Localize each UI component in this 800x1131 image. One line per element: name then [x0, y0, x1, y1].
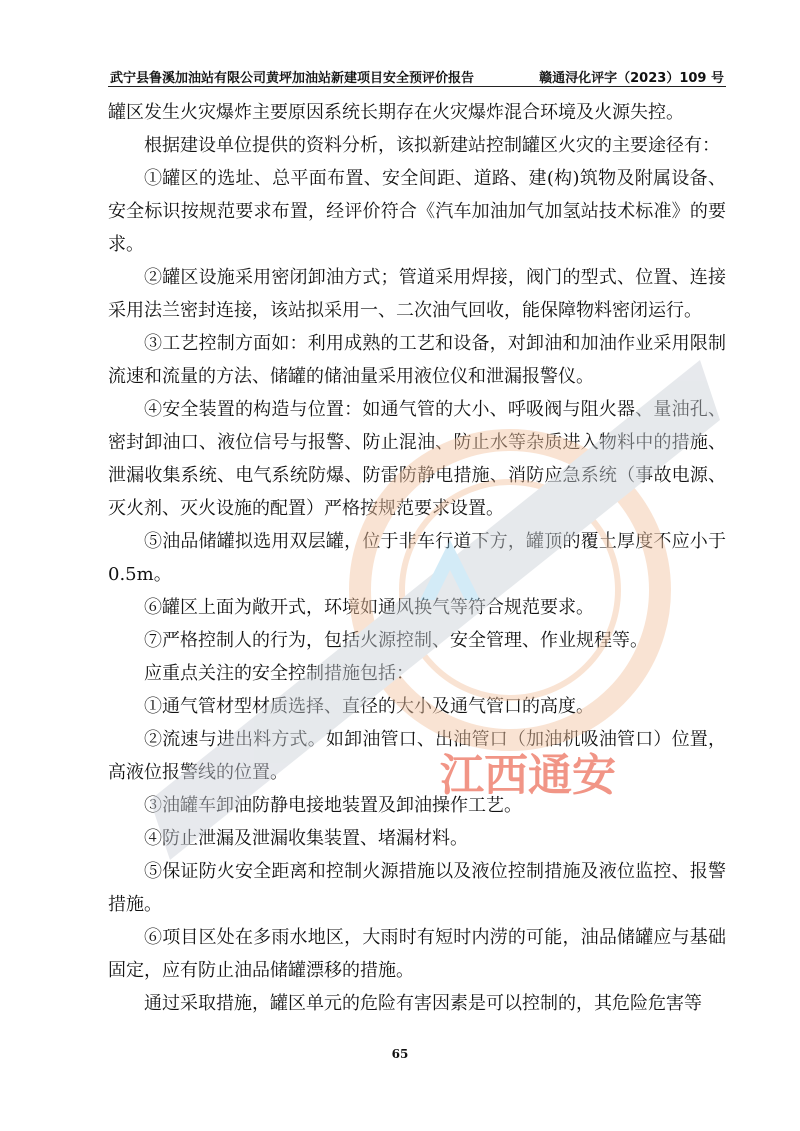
- body-paragraph: 通过采取措施，罐区单元的危险有害因素是可以控制的，其危险危害等: [144, 993, 702, 1014]
- body-paragraph: ①罐区的选址、总平面布置、安全间距、道路、建(构)筑物及附属设备、安全标识按规范要求布置，经评价符合《汽车加油加气加氢站技术标准》的要求。: [108, 168, 726, 255]
- body-paragraph: ②流速与进出料方式。如卸油管口、出油管口（加油机吸油管口）位置，高液位报警线的位置。: [108, 729, 726, 783]
- body-paragraph: 应重点关注的安全控制措施包括：: [144, 663, 414, 684]
- body-paragraph: ③工艺控制方面如：利用成熟的工艺和设备，对卸油和加油作业采用限制流速和流量的方法、储罐的储油量采用液位仪和泄漏报警仪。: [108, 333, 726, 387]
- body-paragraph: ④防止泄漏及泄漏收集装置、堵漏材料。: [144, 828, 468, 849]
- running-header: [108, 64, 726, 87]
- body-paragraph: ⑤保证防火安全距离和控制火源措施以及液位控制措施及液位监控、报警措施。: [108, 861, 726, 915]
- body-text: [108, 96, 726, 1020]
- header-report-title: 武宁县鲁溪加油站有限公司黄坪加油站新建项目安全预评价报告: [110, 71, 475, 86]
- header-document-number: 赣通浔化评字（2023）109 号: [539, 71, 724, 86]
- body-paragraph: ⑥罐区上面为敞开式，环境如通风换气等符合规范要求。: [144, 597, 594, 618]
- body-paragraph: ⑤油品储罐拟选用双层罐，位于非车行道下方，罐顶的覆土厚度不应小于 0.5m。: [108, 531, 726, 585]
- body-paragraph: ④安全装置的构造与位置：如通气管的大小、呼吸阀与阻火器、量油孔、密封卸油口、液位信号与报警、防止混油、防止水等杂质进入物料中的措施、泄漏收集系统、电气系统防爆、防雷防静电措施、消防应急系统（事故电源、灭火剂、灭火设施的配置）严格按规范要求设置。: [108, 399, 726, 519]
- body-paragraph: ⑥项目区处在多雨水地区，大雨时有短时内涝的可能，油品储罐应与基础固定，应有防止油品储罐漂移的措施。: [108, 927, 726, 981]
- body-paragraph: 根据建设单位提供的资料分析，该拟新建站控制罐区火灾的主要途径有：: [144, 135, 720, 156]
- body-paragraph: ③油罐车卸油防静电接地装置及卸油操作工艺。: [144, 795, 522, 816]
- body-paragraph: ⑦严格控制人的行为，包括火源控制、安全管理、作业规程等。: [144, 630, 648, 651]
- body-paragraph: 罐区发生火灾爆炸主要原因系统长期存在火灾爆炸混合环境及火源失控。: [108, 102, 684, 123]
- body-paragraph: ①通气管材型材质选择、直径的大小及通气管口的高度。: [144, 696, 594, 717]
- page-number: 65: [391, 1047, 409, 1061]
- body-paragraph: ②罐区设施采用密闭卸油方式；管道采用焊接，阀门的型式、位置、连接采用法兰密封连接，该站拟采用一、二次油气回收，能保障物料密闭运行。: [108, 267, 726, 321]
- watermark-text: 江西通安: [440, 751, 616, 800]
